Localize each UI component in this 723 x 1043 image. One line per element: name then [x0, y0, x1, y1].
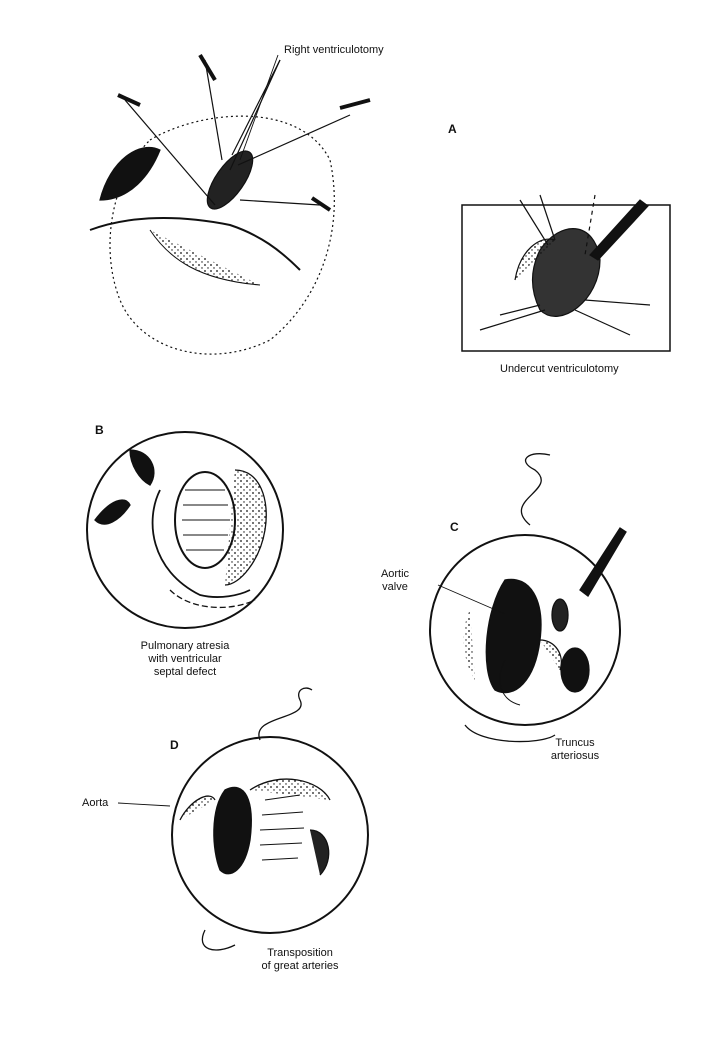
- label-right-ventriculotomy: Right ventriculotomy: [284, 44, 384, 56]
- caption-d: [235, 947, 365, 973]
- panel-letter-b: B: [95, 423, 104, 437]
- label-aortic-valve-line-2: valve: [382, 581, 408, 593]
- inset-undercut-drawing: [462, 195, 670, 351]
- caption-b-line-2: with ventricular: [148, 653, 222, 665]
- circle-c-drawing: [430, 454, 626, 742]
- panel-letter-a: A: [448, 122, 457, 136]
- caption-c: [535, 737, 615, 763]
- caption-b-line-1: Pulmonary atresia: [140, 640, 230, 652]
- leader-right-ventriculotomy: [240, 55, 278, 160]
- circle-b-drawing: [87, 432, 283, 628]
- panel-letter-c: C: [450, 520, 459, 534]
- panel-letter-d: D: [170, 738, 179, 752]
- caption-b: [125, 640, 245, 679]
- label-aortic-valve: [365, 568, 425, 594]
- circle-d-drawing: [118, 688, 368, 950]
- caption-d-line-1: Transposition: [267, 947, 333, 959]
- heart-drawing-a: [90, 55, 370, 354]
- caption-c-line-2: arteriosus: [550, 750, 600, 762]
- caption-d-line-2: of great arteries: [261, 960, 339, 972]
- label-aortic-valve-line-1: Aortic: [380, 568, 410, 580]
- caption-undercut-ventriculotomy: Undercut ventriculotomy: [500, 363, 619, 375]
- label-aorta: Aorta: [82, 797, 109, 809]
- caption-c-line-1: Truncus: [555, 737, 595, 749]
- caption-b-line-3: septal defect: [153, 666, 217, 678]
